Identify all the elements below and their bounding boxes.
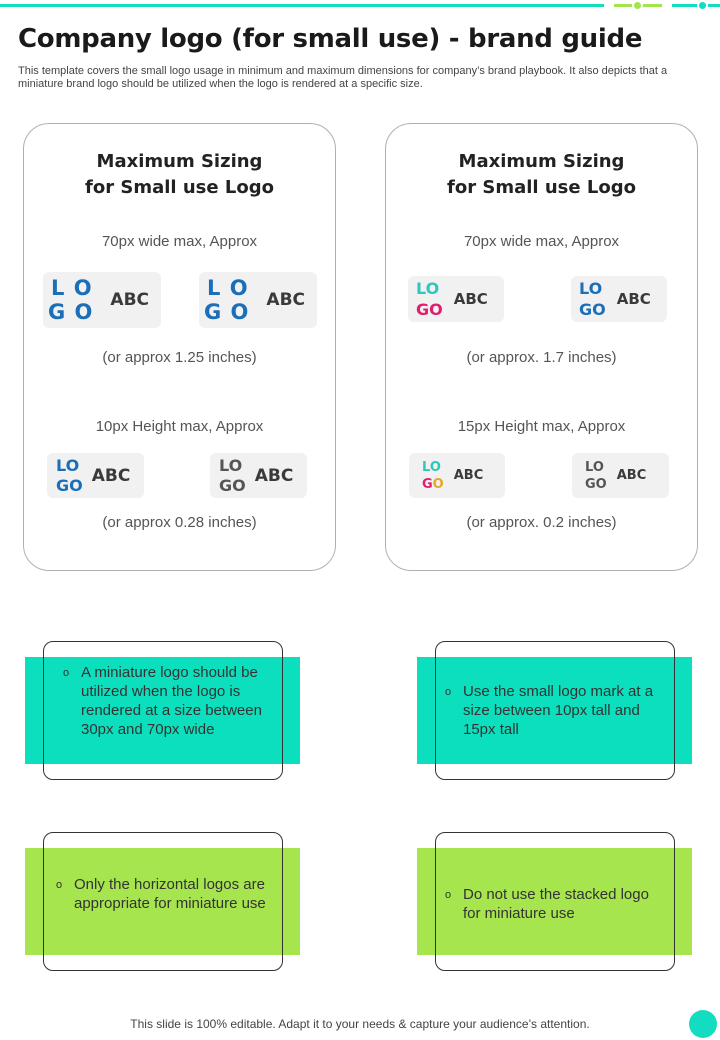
logo-mark: LO GO xyxy=(422,459,444,492)
page-subtitle: This template covers the small logo usage in minimum and maximum dimensions for company’s brand playbook. It also depicts that a miniature brand logo should be utilized when the logo is rendered at a specific size. xyxy=(18,65,668,90)
logo-mark: LO GO xyxy=(416,278,443,319)
logo-wordmark: ABC xyxy=(91,465,131,486)
page-title: Company logo (for small use) - brand guide xyxy=(18,24,643,54)
logo-mark: L O G O xyxy=(204,275,250,324)
height-note: (or approx 0.28 inches) xyxy=(102,514,257,531)
logo-sample-small-color xyxy=(409,453,505,498)
sizing-panel-right xyxy=(385,123,698,571)
logo-sample-small-gray xyxy=(210,453,307,498)
card-text: o Do not use the stacked logo for miniature use xyxy=(445,886,649,922)
footer-note: This slide is 100% editable. Adapt it to your needs & capture your audience’s attention. xyxy=(130,1017,590,1031)
logo-sample xyxy=(43,272,161,328)
height-label: 10px Height max, Approx xyxy=(95,418,264,435)
top-accent-line xyxy=(0,4,604,7)
card-text: o Use the small logo mark at a size between 10px tall and 15px tall xyxy=(445,683,654,738)
logo-mark: LO GO xyxy=(579,278,606,319)
logo-wordmark: ABC xyxy=(453,468,484,483)
logo-wordmark: ABC xyxy=(110,290,149,310)
logo-wordmark: ABC xyxy=(616,468,647,483)
footer-accent-dot xyxy=(689,1010,717,1038)
accent-dot-green xyxy=(632,0,643,11)
logo-mark: LO GO xyxy=(585,459,607,492)
logo-wordmark: ABC xyxy=(453,290,488,308)
width-label: 70px wide max, Approx xyxy=(101,233,258,250)
logo-sample-blue xyxy=(571,276,667,322)
height-note: (or approx. 0.2 inches) xyxy=(466,514,617,531)
logo-sample xyxy=(199,272,317,328)
panel-title: Maximum Sizing for Small use Logo xyxy=(85,151,274,198)
card-text: o A miniature logo should be utilized when the logo is rendered at a size between 30px and 70px wide xyxy=(63,664,262,738)
logo-sample-color xyxy=(408,276,504,322)
top-accent-line-teal xyxy=(672,4,720,7)
logo-wordmark: ABC xyxy=(616,290,651,308)
logo-sample-small xyxy=(47,453,144,498)
height-label: 15px Height max, Approx xyxy=(457,418,626,435)
width-label: 70px wide max, Approx xyxy=(463,233,620,250)
logo-sample-small-gray xyxy=(572,453,669,498)
logo-mark: LO GO xyxy=(219,455,246,495)
accent-dot-teal xyxy=(697,0,708,11)
panel-title: Maximum Sizing for Small use Logo xyxy=(447,151,636,198)
logo-mark: L O G O xyxy=(48,275,94,324)
logo-wordmark: ABC xyxy=(266,290,305,310)
logo-wordmark: ABC xyxy=(254,465,294,486)
width-note: (or approx. 1.7 inches) xyxy=(466,349,617,366)
logo-mark: LO GO xyxy=(56,455,83,495)
sizing-panel-left xyxy=(23,123,336,571)
card-text: o Only the horizontal logos are appropriate for miniature use xyxy=(56,876,266,912)
width-note: (or approx 1.25 inches) xyxy=(102,349,257,366)
